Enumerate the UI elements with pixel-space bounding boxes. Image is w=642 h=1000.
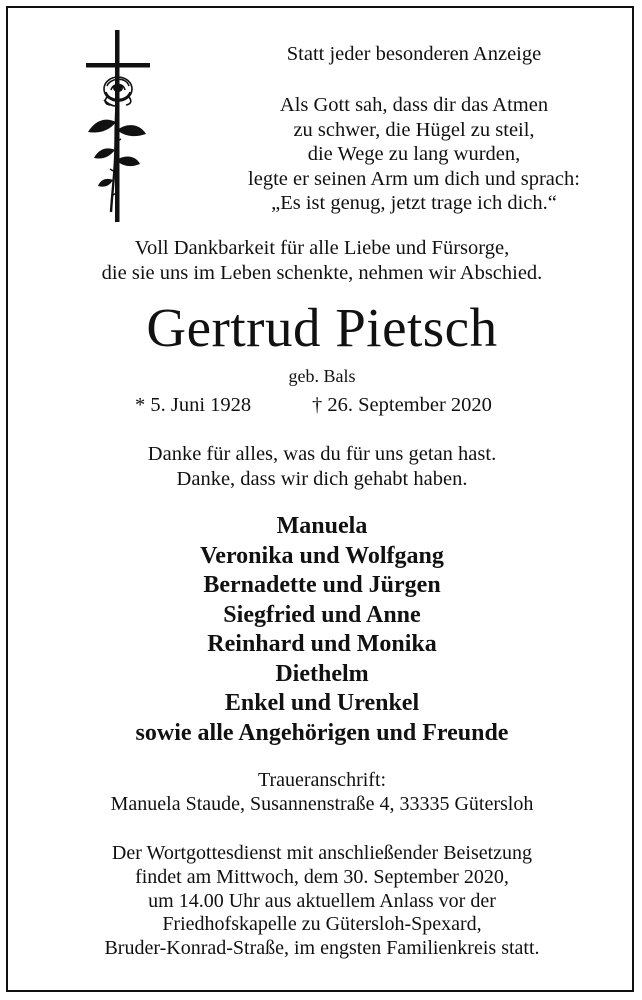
family-member: Enkel und Urenkel bbox=[224, 690, 420, 716]
family-member: Siegfried und Anne bbox=[223, 601, 421, 628]
family-member: Bernadette und Jürgen bbox=[203, 572, 441, 598]
intro-line: die sie uns im Leben schenkte, nehmen wir Abschied. bbox=[101, 261, 543, 284]
service-line: Friedhofskapelle zu Gütersloh-Spexard, bbox=[162, 913, 482, 936]
birth-date: * 5. Juni 1928 bbox=[135, 394, 252, 416]
poem-line: Als Gott sah, dass dir das Atmen bbox=[279, 94, 549, 116]
obituary-notice bbox=[6, 6, 634, 992]
intro-line: Voll Dankbarkeit für alle Liebe und Fürsorge, bbox=[134, 237, 510, 259]
thanks-line: Danke, dass wir dich gehabt haben. bbox=[176, 467, 468, 490]
deceased-name: Gertrud Pietsch bbox=[146, 297, 498, 358]
maiden-name: geb. Bals bbox=[288, 366, 356, 386]
thanks-line: Danke für alles, was du für uns getan hast. bbox=[147, 443, 497, 465]
family-member: Veronika und Wolfgang bbox=[200, 542, 444, 569]
family-member: sowie alle Angehörigen und Freunde bbox=[135, 719, 509, 746]
family-member: Manuela bbox=[276, 513, 368, 539]
service-line: findet am Mittwoch, dem 30. September 2020, bbox=[135, 865, 509, 888]
family-member: Reinhard und Monika bbox=[207, 631, 437, 657]
service-line: Der Wortgottesdienst mit anschließender Beisetzung bbox=[111, 842, 533, 864]
death-date: † 26. September 2020 bbox=[312, 394, 492, 416]
address-line: Manuela Staude, Susannenstraße 4, 33335 Gütersloh bbox=[110, 793, 534, 815]
service-line: um 14.00 Uhr aus aktuellem Anlass vor der bbox=[148, 889, 496, 912]
service-line: Bruder-Konrad-Straße, im engsten Familienkreis statt. bbox=[104, 937, 540, 960]
poem-line: „Es ist genug, jetzt trage ich dich.“ bbox=[271, 192, 557, 214]
header-line: Statt jeder besonderen Anzeige bbox=[286, 43, 542, 65]
poem-line: zu schwer, die Hügel zu steil, bbox=[293, 118, 535, 141]
poem-line: die Wege zu lang wurden, bbox=[307, 143, 521, 165]
cross-with-rose-icon bbox=[82, 30, 154, 222]
address-label: Traueranschrift: bbox=[257, 769, 387, 791]
family-member: Diethelm bbox=[275, 660, 369, 687]
poem-line: legte er seinen Arm um dich und sprach: bbox=[248, 167, 580, 190]
